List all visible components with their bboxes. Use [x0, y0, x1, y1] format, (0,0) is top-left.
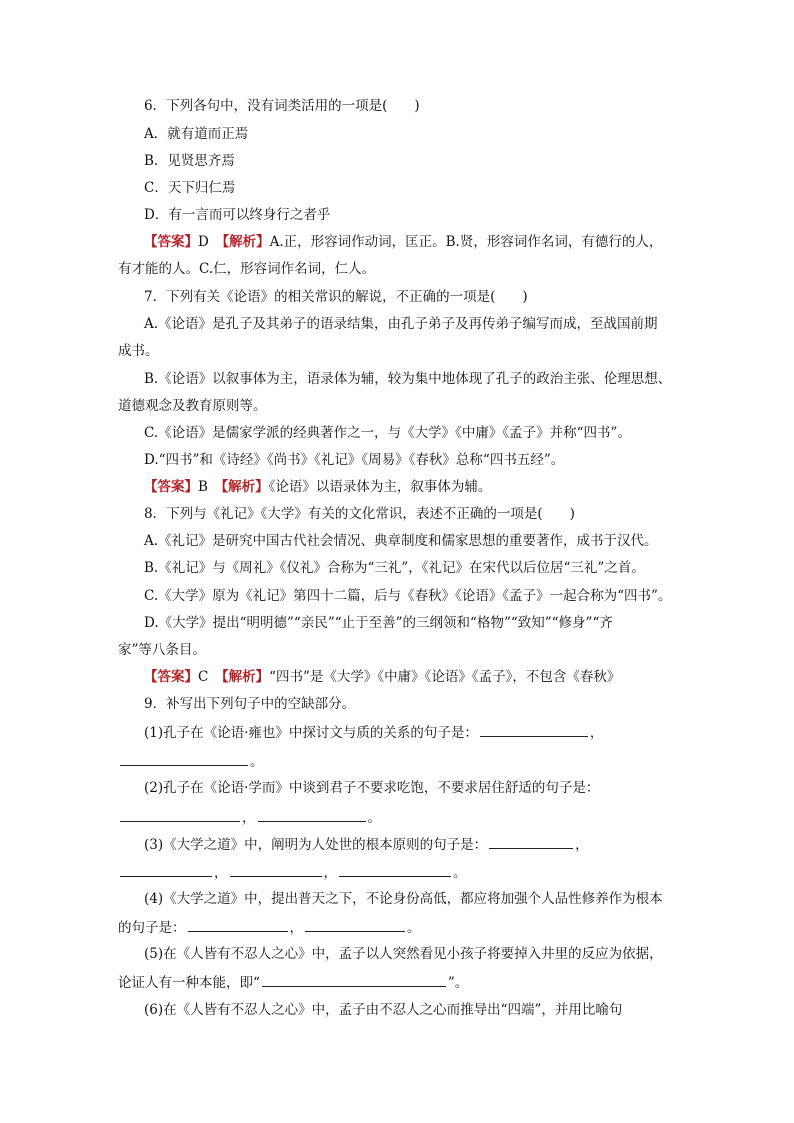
punct: 。 — [250, 754, 264, 770]
q8-option-c: C.《大学》原为《礼记》第四十二篇，后与《春秋》《论语》《孟子》一起合称为“四书”。 — [144, 588, 672, 604]
q6-answer: D — [198, 234, 209, 250]
q9-item-3-text: (3)《大学之道》中，阐明为人处世的根本原则的句子是： — [144, 837, 488, 853]
punct: ， — [575, 837, 589, 853]
q9-item-6: (6)在《人皆有不忍人之心》中，孟子由不忍人之心而推导出“四端”，并用比喻句 — [144, 1002, 623, 1018]
fill-blank[interactable] — [480, 722, 588, 737]
q9-item-5-text: 论证人有一种本能，即“ — [118, 975, 260, 991]
q6-analysis: A.正，形容词作动词，匡正。B.贤，形容词作名词，有德行的人， — [269, 234, 663, 250]
fill-blank[interactable] — [120, 807, 240, 822]
q7-option-c: C.《论语》是儒家学派的经典著作之一，与《大学》《中庸》《孟子》并称“四书”。 — [144, 425, 631, 441]
fill-blank[interactable] — [262, 972, 446, 987]
q9-item-1-text: (1)孔子在《论语·雍也》中探讨文与质的关系的句子是： — [144, 725, 478, 741]
q8-option-b: B.《礼记》与《周礼》《仪礼》合称为“三礼”，《礼记》在宋代以后位居“三礼”之首。 — [144, 560, 645, 576]
q7-stem: 7．下列有关《论语》的相关常识的解说，不正确的一项是( ) — [144, 289, 528, 305]
q9-item-5-cont — [118, 972, 468, 993]
q7-option-a-cont: 成书。 — [118, 343, 159, 359]
q6-option-c: C．天下归仁焉 — [144, 180, 236, 196]
q6-option-a: A．就有道而正焉 — [144, 126, 249, 142]
q7-option-d: D.“四书”和《诗经》《尚书》《礼记》《周易》《春秋》总称“四书五经”。 — [144, 452, 565, 468]
fill-blank[interactable] — [305, 917, 405, 932]
q9-item-1-cont — [118, 751, 264, 772]
punct: ， — [289, 920, 303, 936]
q6-stem: 6．下列各句中，没有词类活用的一项是( ) — [144, 98, 420, 114]
answer-tag: 【答案】 — [144, 669, 198, 685]
q9-item-5: (5)在《人皆有不忍人之心》中，孟子以人突然看见小孩子将要掉入井里的反应为依据， — [144, 946, 663, 962]
q9-item-2-cont — [118, 807, 381, 828]
fill-blank[interactable] — [230, 862, 322, 877]
q7-analysis: 《论语》以语录体为主，叙事体为辅。 — [268, 479, 492, 495]
q9-item-3 — [144, 834, 589, 855]
q9-item-4: (4)《大学之道》中，提出普天之下，不论身份高低，都应将加强个人品性修养作为根本 — [144, 891, 663, 907]
analysis-tag: 【解析】 — [222, 234, 270, 250]
q9-item-4-cont — [118, 917, 421, 938]
q7-answer-line — [144, 477, 491, 497]
q8-option-a: A.《礼记》是研究中国古代社会情况、典章制度和儒家思想的重要著作，成书于汉代。 — [144, 533, 658, 549]
q7-answer: B — [198, 479, 208, 495]
punct: ， — [589, 725, 604, 741]
q6-option-b: B．见贤思齐焉 — [144, 153, 235, 169]
punct: 。 — [407, 920, 421, 936]
q9-stem: 9．补写出下列句子中的空缺部分。 — [144, 696, 356, 712]
q8-option-d: D.《大学》提出“明明德”“亲民”“止于至善”的三纲领和“格物”“致知”“修身”“齐 — [144, 615, 613, 631]
q6-analysis-cont: 有才能的人。C.仁，形容词作名词，仁人。 — [118, 261, 376, 277]
q6-option-d: D．有一言而可以终身行之者乎 — [144, 207, 331, 223]
analysis-tag: 【解析】 — [221, 479, 269, 495]
fill-blank[interactable] — [258, 807, 366, 822]
q7-option-a: A.《论语》是孔子及其弟子的语录结集，由孔子弟子及再传弟子编写而成，至战国前期 — [144, 316, 658, 332]
punct: 。 — [367, 810, 381, 826]
q9-item-1 — [144, 722, 603, 743]
q8-answer-line — [144, 667, 620, 687]
fill-blank[interactable] — [188, 917, 288, 932]
punct: 。 — [453, 865, 467, 881]
answer-tag: 【答案】 — [144, 479, 198, 495]
punct: ， — [323, 865, 337, 881]
analysis-tag: 【解析】 — [221, 669, 270, 685]
q7-option-b-cont: 道德观念及教育原则等。 — [118, 398, 267, 414]
punct: ”。 — [447, 975, 469, 991]
q8-option-d-cont: 家”等八条目。 — [118, 642, 206, 658]
q9-item-2: (2)孔子在《论语·学而》中谈到君子不要求吃饱，不要求居住舒适的句子是： — [144, 780, 600, 796]
q8-answer: C — [198, 669, 209, 685]
punct: ， — [242, 810, 256, 826]
answer-tag: 【答案】 — [144, 234, 198, 250]
q8-stem: 8．下列与《礼记》《大学》有关的文化常识，表述不正确的一项是( ) — [144, 506, 575, 522]
q7-option-b: B.《论语》以叙事体为主，语录体为辅，较为集中地体现了孔子的政治主张、伦理思想、 — [144, 371, 672, 387]
q6-answer-line — [144, 232, 662, 252]
q9-item-3-cont — [118, 862, 467, 883]
q9-item-4-text: 的句子是： — [118, 920, 186, 936]
fill-blank[interactable] — [120, 751, 248, 766]
fill-blank[interactable] — [339, 862, 451, 877]
fill-blank[interactable] — [120, 862, 212, 877]
punct: ， — [214, 865, 228, 881]
q8-analysis: “四书”是《大学》《中庸》《论语》《孟子》，不包含《春秋》 — [269, 669, 621, 685]
fill-blank[interactable] — [489, 834, 573, 849]
